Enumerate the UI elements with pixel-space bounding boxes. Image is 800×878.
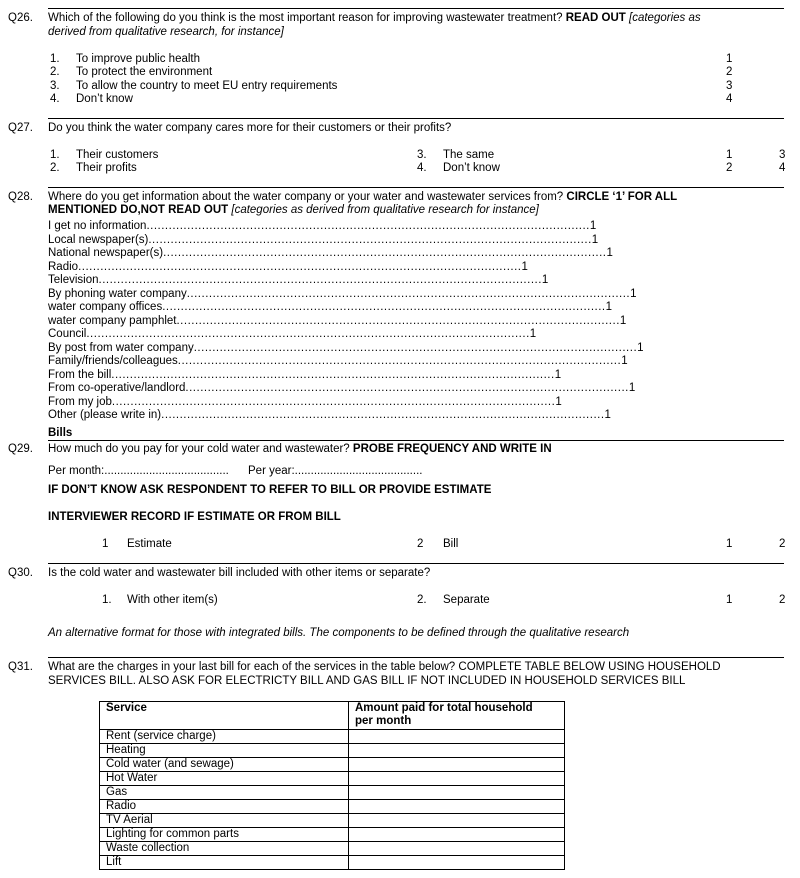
amount-cell[interactable] <box>349 758 565 772</box>
info-source-label: From my job <box>48 395 112 408</box>
q28-question <box>48 191 677 205</box>
info-source-label: Family/friends/colleagues <box>48 355 178 367</box>
leader-dots: ........................................................................................................................ <box>162 301 606 313</box>
leader-dots: ........................................................................................................................ <box>163 247 607 259</box>
q29-rule <box>48 440 784 441</box>
info-source-code[interactable]: 1 <box>554 368 562 381</box>
service-row <box>100 828 565 842</box>
service-row <box>100 842 565 856</box>
info-source-row <box>48 341 644 356</box>
info-source-row <box>48 220 597 234</box>
q28-question-line2 <box>48 204 539 218</box>
info-source-code[interactable]: 1 <box>606 247 613 259</box>
info-source-label: From co-operative/landlord <box>48 382 186 394</box>
q29-option-1-num: 1 <box>102 538 109 550</box>
info-source-row <box>48 247 613 261</box>
info-source-code[interactable]: 1 <box>529 328 537 340</box>
leader-dots: ........................................................................................................................ <box>193 341 638 354</box>
q28-instruction-1: CIRCLE ‘1’ FOR ALL <box>566 191 678 203</box>
info-source-row <box>48 233 599 248</box>
amount-cell[interactable] <box>349 730 565 744</box>
q29-code-1[interactable]: 1 <box>726 538 733 550</box>
info-source-row <box>48 287 637 302</box>
leader-dots: ........................................................................................................................ <box>111 395 556 408</box>
service-row <box>100 772 565 786</box>
q29-instruction-2: IF DON’T KNOW ASK RESPONDENT TO REFER TO BILL OR PROVIDE ESTIMATE <box>48 484 492 496</box>
bills-heading: Bills <box>48 427 73 439</box>
info-source-row <box>48 301 613 315</box>
info-source-code[interactable]: 1 <box>555 395 562 408</box>
info-source-label: Other (please write in) <box>48 409 162 421</box>
q26-note-2: derived from qualitative research, for instance] <box>48 26 284 38</box>
amount-cell[interactable] <box>349 744 565 758</box>
q26-option-4-label: Don’t know <box>76 93 133 105</box>
service-row <box>100 786 565 800</box>
q30-option-1-label: With other item(s) <box>127 594 218 606</box>
amount-cell[interactable] <box>349 772 565 786</box>
info-source-label: By phoning water company <box>48 287 187 300</box>
q27-option-1-num: 1. <box>50 149 60 161</box>
service-row <box>100 814 565 828</box>
q31-number: Q31. <box>8 661 33 673</box>
q31-rule <box>48 657 784 658</box>
amount-column-header <box>349 702 565 730</box>
info-source-label: water company pamphlet <box>48 314 177 327</box>
info-source-label: Council <box>48 328 87 340</box>
leader-dots: ........................................................................................................................ <box>86 328 530 340</box>
services-table-body <box>100 730 565 870</box>
q26-option-4-code[interactable]: 4 <box>726 93 733 105</box>
service-name-cell: Cold water (and sewage) <box>100 758 349 772</box>
q26-option-2-label: To protect the environment <box>76 66 213 78</box>
q27-number: Q27. <box>8 122 33 134</box>
q30-rule <box>48 563 784 564</box>
q27-option-2-label: Their profits <box>76 162 137 174</box>
q27-code-2[interactable]: 2 <box>726 162 733 174</box>
service-name-cell: Hot Water <box>100 772 349 786</box>
info-source-code[interactable]: 1 <box>604 409 611 421</box>
service-name-cell: Gas <box>100 786 349 800</box>
leader-dots: ........................................................................................................................ <box>148 233 592 246</box>
q27-code-3[interactable]: 3 <box>779 149 786 161</box>
q26-option-2-num: 2. <box>50 66 60 78</box>
info-source-row <box>48 382 636 396</box>
info-source-row <box>48 314 627 329</box>
q28-note: [categories as derived from qualitative research for instance] <box>231 204 539 216</box>
service-name-cell: TV Aerial <box>100 814 349 828</box>
q29-text: How much do you pay for your cold water and wastewater? <box>48 443 350 455</box>
q29-option-2-num: 2 <box>417 538 424 550</box>
q27-rule <box>48 118 784 119</box>
service-column-header: Service <box>100 702 349 730</box>
q29-option-2-label: Bill <box>443 538 459 550</box>
info-source-code[interactable]: 1 <box>589 220 597 232</box>
amount-header-line1: Amount paid for total household <box>355 702 533 714</box>
q26-option-3-code[interactable]: 3 <box>726 80 733 92</box>
amount-cell[interactable] <box>349 814 565 828</box>
q28-number: Q28. <box>8 191 33 203</box>
q27-option-4-label: Don’t know <box>443 162 500 174</box>
info-source-code[interactable]: 1 <box>630 287 637 300</box>
q27-option-1-label: Their customers <box>76 149 159 161</box>
q26-option-4-num: 4. <box>50 93 60 105</box>
per-year-field[interactable]: Per year:........................................ <box>248 465 423 477</box>
info-source-label: Television <box>48 274 99 286</box>
leader-dots: ........................................................................................................................ <box>146 220 590 232</box>
q29-code-2[interactable]: 2 <box>779 538 786 550</box>
info-source-label: Local newspaper(s) <box>48 233 149 246</box>
q27-option-3-label: The same <box>443 149 495 161</box>
q26-option-1-label: To improve public health <box>76 53 201 65</box>
leader-dots: ........................................................................................................................ <box>98 274 542 286</box>
leader-dots: ........................................................................................................................ <box>111 368 555 381</box>
q30-code-1[interactable]: 1 <box>726 594 733 606</box>
leader-dots: ........................................................................................................................ <box>176 314 620 327</box>
service-row <box>100 856 565 870</box>
info-source-label: I get no information <box>48 220 147 232</box>
service-name-cell: Rent (service charge) <box>100 730 349 744</box>
q26-option-1-num: 1. <box>50 53 60 65</box>
service-row <box>100 800 565 814</box>
info-source-label: National newspaper(s) <box>48 247 164 259</box>
q31-question-line1: What are the charges in your last bill for each of the services in the table below? COMPLETE TABLE BELOW USING HOUSEHOLD <box>48 661 721 673</box>
info-source-row <box>48 260 528 275</box>
q26-option-3-num: 3. <box>50 80 60 92</box>
q26-rule <box>48 8 784 9</box>
info-source-code[interactable]: 1 <box>521 260 528 273</box>
info-source-code[interactable]: 1 <box>621 355 628 367</box>
info-source-code[interactable]: 1 <box>628 382 636 394</box>
service-row <box>100 744 565 758</box>
q29-instruction: PROBE FREQUENCY AND WRITE IN <box>352 443 552 455</box>
q29-question <box>48 443 552 457</box>
service-name-cell: Lift <box>100 856 349 870</box>
alternative-format-note: An alternative format for those with integrated bills. The components to be defined through the qualitative research <box>48 627 630 639</box>
service-row <box>100 730 565 744</box>
q26-option-3-label: To allow the country to meet EU entry requirements <box>76 80 338 92</box>
amount-cell[interactable] <box>349 800 565 814</box>
info-source-code[interactable]: 1 <box>541 274 549 286</box>
info-source-code[interactable]: 1 <box>637 341 644 354</box>
q28-text: Where do you get information about the water company or your water and wastewater services from? <box>48 191 564 203</box>
info-source-label: Radio <box>48 260 79 273</box>
q26-note-1: [categories as <box>629 12 701 24</box>
info-source-code[interactable]: 1 <box>619 314 627 327</box>
services-table-header <box>100 702 565 730</box>
q26-text: Which of the following do you think is the most important reason for improving wastewater treatment? <box>48 12 563 24</box>
service-name-cell: Radio <box>100 800 349 814</box>
info-source-label: water company offices <box>48 301 163 313</box>
info-source-code[interactable]: 1 <box>591 233 599 246</box>
info-source-row <box>48 274 549 288</box>
q29-instruction-3: INTERVIEWER RECORD IF ESTIMATE OR FROM BILL <box>48 511 341 523</box>
info-source-row <box>48 395 562 410</box>
info-source-row <box>48 409 611 423</box>
q31-question-line2: SERVICES BILL. ALSO ASK FOR ELECTRICTY BILL AND GAS BILL IF NOT INCLUDED IN HOUSEHOLD SERVICES BILL <box>48 675 686 687</box>
info-source-label: By post from water company <box>48 341 194 354</box>
q30-number: Q30. <box>8 567 33 579</box>
amount-cell[interactable] <box>349 842 565 856</box>
service-name-cell: Waste collection <box>100 842 349 856</box>
leader-dots: ........................................................................................................................ <box>161 409 605 421</box>
q27-option-4-num: 4. <box>417 162 427 174</box>
per-month-field[interactable]: Per month:....................................... <box>48 465 229 477</box>
q27-code-4[interactable]: 4 <box>779 162 786 174</box>
info-source-row <box>48 328 537 342</box>
q26-number: Q26. <box>8 12 33 24</box>
q27-option-3-num: 3. <box>417 149 427 161</box>
service-row <box>100 758 565 772</box>
q30-option-2-num: 2. <box>417 594 427 606</box>
q28-rule <box>48 187 784 188</box>
q28-instruction-2: MENTIONED DO,NOT READ OUT <box>48 204 229 216</box>
leader-dots: ........................................................................................................................ <box>186 287 631 300</box>
amount-cell[interactable] <box>349 828 565 842</box>
q27-code-1[interactable]: 1 <box>726 149 733 161</box>
service-name-cell: Lighting for common parts <box>100 828 349 842</box>
q26-option-1-code[interactable]: 1 <box>726 53 733 65</box>
q30-code-2[interactable]: 2 <box>779 594 786 606</box>
q27-option-2-num: 2. <box>50 162 60 174</box>
service-name-cell: Heating <box>100 744 349 758</box>
q30-option-1-num: 1. <box>102 594 112 606</box>
info-source-row <box>48 368 562 383</box>
q30-question: Is the cold water and wastewater bill included with other items or separate? <box>48 567 431 579</box>
q27-question: Do you think the water company cares more for their customers or their profits? <box>48 122 452 134</box>
q26-instruction: READ OUT <box>565 12 626 24</box>
q29-number: Q29. <box>8 443 33 455</box>
amount-cell[interactable] <box>349 786 565 800</box>
q26-question <box>48 12 701 26</box>
info-source-code[interactable]: 1 <box>605 301 613 313</box>
amount-cell[interactable] <box>349 856 565 870</box>
q29-option-1-label: Estimate <box>127 538 172 550</box>
leader-dots: ........................................................................................................................ <box>185 382 629 394</box>
services-table <box>99 701 565 870</box>
info-source-row <box>48 355 628 369</box>
leader-dots: ........................................................................................................................ <box>177 355 622 367</box>
info-source-label: From the bill <box>48 368 112 381</box>
leader-dots: ........................................................................................................................ <box>78 260 522 273</box>
q30-option-2-label: Separate <box>443 594 490 606</box>
amount-header-line2: per month <box>355 715 412 727</box>
q26-option-2-code[interactable]: 2 <box>726 66 733 78</box>
